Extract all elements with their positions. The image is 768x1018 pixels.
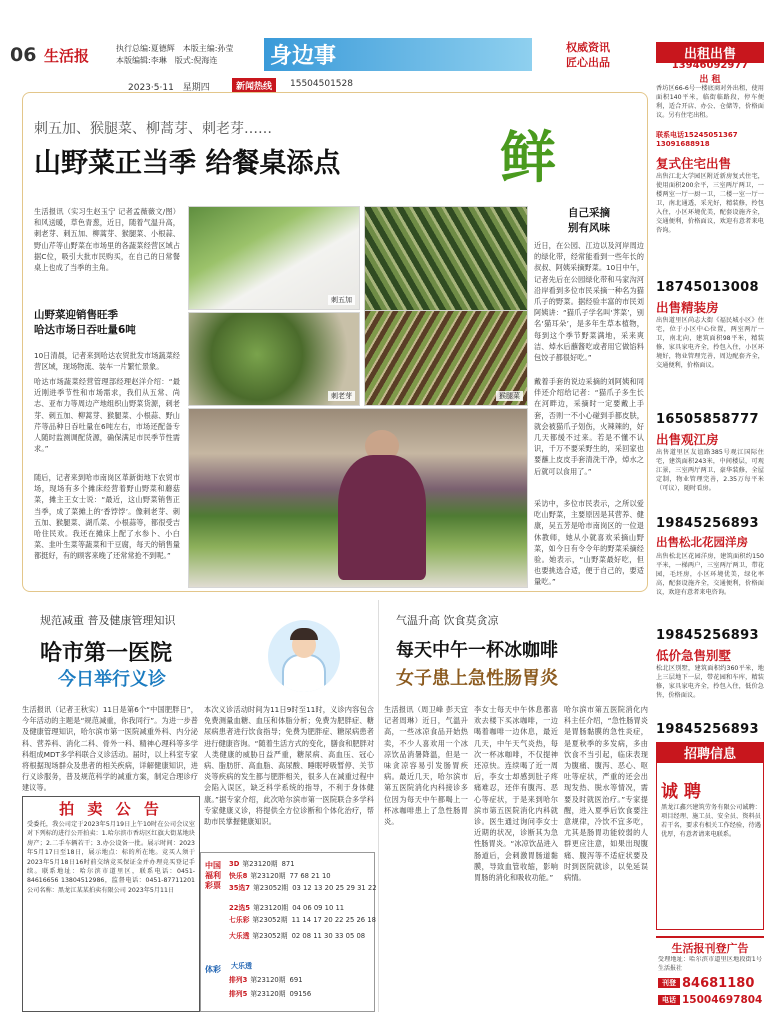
feature-headline: 山野菜正当季 给餐桌添点 xyxy=(34,148,341,179)
doctor-coat xyxy=(282,654,326,692)
lottery-issue: 第23120期 xyxy=(250,990,286,998)
classified-phone: 19845256893 xyxy=(656,722,759,737)
classified-phone: 19845256893 xyxy=(656,516,759,531)
advertising-label: 刊登 xyxy=(658,978,680,988)
lottery-results xyxy=(200,852,375,1012)
lottery-issue: 第23120期 xyxy=(250,976,286,984)
newspaper-brand: 生活报 xyxy=(44,47,90,65)
lottery-row xyxy=(229,883,377,893)
sports-lottery-logo: 体彩 xyxy=(205,965,221,974)
classified-title: 复式住宅出售 xyxy=(656,156,732,171)
feature-subhead-2-line-1: 自己采摘 xyxy=(568,207,610,219)
advertising-address: 受理地址：哈尔滨市道里区地段街1号生活报社 xyxy=(658,956,762,972)
article-subtitle: 今日举行义诊 xyxy=(58,669,166,690)
lottery-issue: 第23052期 xyxy=(252,916,288,924)
lottery-game-name: 大乐透 xyxy=(229,932,250,940)
lottery-game-name: 3D xyxy=(229,860,240,868)
auction-notice-body: 受委托，我公司定于2023年5月19日上午10时在公司会议室对下列标的进行公开拍卖：1.哈尔滨市香坊区红旗大街某地块房产；2.二手车辆若干；3.办公设备一批。展示时间：2023年5月17日至18日，展示地点：标的所在地。竞买人须于2023年5月18日16时前交纳竞买保证金并办理竞买登记手续。联系地址：哈尔滨市道里区，联系电话：0451-84616656 13804512986，监督电话：0451-87711201 公司名称：黑龙江某某拍卖有限公司 2023年5月11日 xyxy=(27,821,195,894)
photo-caption: 刺老芽 xyxy=(328,391,355,401)
classified-body: 松北区别墅，建筑面积约360平米，地上三层地下一层，带花园和车库，精装修，家具家电齐全，拎包入住，低价急售，价格面议。 xyxy=(656,665,764,699)
feature-subhead-1-line-1: 山野菜迎销售旺季 xyxy=(34,309,118,321)
article-section-label: 规范减重 普及健康管理知识 xyxy=(40,614,176,627)
section-title: 身边事 xyxy=(270,43,337,69)
feature-subhead-2 xyxy=(534,206,644,236)
lottery-numbers: 02 08 11 30 33 05 08 xyxy=(291,932,366,940)
photo-caption: 刺五加 xyxy=(328,295,355,305)
hotline-label: 新闻热线 xyxy=(232,78,276,93)
photo-market-vendor xyxy=(188,408,528,588)
vendor-figure xyxy=(338,455,426,580)
advertising-phone: 15004697804 xyxy=(682,994,763,1006)
lottery-game-name: 35选7 xyxy=(229,884,250,892)
lottery-numbers: 11 14 17 20 22 25 26 18 xyxy=(291,916,376,924)
feature-subhead-1 xyxy=(34,308,184,338)
lottery-numbers: 03 12 13 20 25 29 31 22 xyxy=(292,884,377,892)
lottery-row xyxy=(229,859,295,869)
lottery-row xyxy=(229,975,303,985)
classified-title: 出售观江房 xyxy=(656,432,719,447)
lottery-game-name: 22选5 xyxy=(229,904,250,912)
article-title: 哈市第一医院 xyxy=(40,640,173,666)
recruit-ad xyxy=(656,760,764,930)
feature-paragraph: 10日清晨，记者来到哈达农贸批发市场蔬菜经营区域，现场物流、装车一片繁忙景象。 xyxy=(34,351,180,372)
classified-phone: 19845256893 xyxy=(656,628,759,643)
recruit-heading: 诚 聘 xyxy=(661,782,701,802)
slogan-line-2: 匠心出品 xyxy=(566,56,610,69)
lottery-issue: 第23052期 xyxy=(253,884,289,892)
photo-caption: 猴腿菜 xyxy=(496,391,523,401)
doctor-hair xyxy=(290,628,318,640)
feature-lead: 生活报讯（实习生赵玉宁 记者孟薇薇文/图）和风送暖，草色青葱，近日，随着气温升高，刺老芽、刺五加、柳蒿芽、猴腿菜、小根蒜、野山芹等山野菜在市场里的各蔬菜经营区域占据C位，吸引大批市民购买，在自己的日常餐桌上也成了当季的主角。 xyxy=(34,207,180,273)
classified-body: 出售道里区友谊路385号观江国际住宅，建筑面积243米，中间楼层，可观江景，三室两厅两卫，豪华装修，全屋定制，物业管理完善，2.35万每平米（可议），随时看房。 xyxy=(656,449,764,492)
feature-headline-accent: 鲜 xyxy=(500,125,556,191)
page-number: 06 xyxy=(10,44,37,66)
lottery-issue: 第23120期 xyxy=(250,872,286,880)
advertising-phone: 84681180 xyxy=(682,976,755,991)
lottery-issue: 第23052期 xyxy=(252,932,288,940)
lottery-game-name: 排列5 xyxy=(229,990,248,998)
lottery-numbers: 77 68 21 10 xyxy=(289,872,331,880)
recruit-title: 招聘信息 xyxy=(656,742,764,763)
classified-title: 低价急售别墅 xyxy=(656,648,732,663)
feature-paragraph: 采访中，多位市民表示，之所以爱吃山野菜，主要原因是其营养、健康，吴五芳是哈市南岗区的一位退休教师，她从小就喜欢采摘山野菜，如今日有令令年的野菜采摘经验。她表示，“山野菜最好吃，但也要挑选合适，便于自己的，要适量吃。” xyxy=(534,499,644,586)
classified-title: 出租出售 xyxy=(656,42,764,63)
doctor-illustration xyxy=(268,620,340,692)
lottery-numbers: 871 xyxy=(281,860,295,868)
lottery-game-name: 排列3 xyxy=(229,976,248,984)
daletou-label: 大乐透 xyxy=(231,962,252,970)
editor-credits xyxy=(116,43,233,67)
classified-contact: 联系电话15245051367 13091688918 xyxy=(656,131,738,148)
advertising-title: 生活报刊登广告 xyxy=(671,942,749,955)
classifieds-column xyxy=(656,36,764,1012)
classified-phone: 13946092977 xyxy=(671,60,749,71)
recruit-body: 黑龙江鑫兴建筑劳务有限公司诚聘：项目经理、施工员、安全员、资料员若干名，要求有相关工作经验，待遇优厚，有意者请来电联系。 xyxy=(661,804,761,838)
lottery-issue: 第23120期 xyxy=(253,904,289,912)
slogan-line-1: 权威资讯 xyxy=(566,41,610,54)
lottery-game-name: 快乐8 xyxy=(229,872,248,880)
classified-title: 出售精装房 xyxy=(656,300,719,315)
lottery-row xyxy=(229,931,365,941)
article-paragraph: 生活报讯（记者王秋实）11日是第6个“中国肥胖日”，今年活动的主题是“规范减重，你我同行”。为进一步普及健康管理知识，哈尔滨市第一医院减重外科、内分泌科、营养科、消化二科、骨外一科、精神心理科等多学科组成MDT多学科联合义诊活动。届时，以上科室专家将根据现场群众及患者的相关疾病，详解健康知识，进行义诊服务，普及规范科学的减重方案，制定合理诊疗建议等。 xyxy=(22,705,198,792)
classified-body: 出售道里区尚志大街《福民城小区》住宅，位于小区中心位置，两室两厅一卫，南北向，建筑面积98平米，精装修，家具家电齐全，拎包入住，小区环境好，物业管理完善，周边配套齐全，交通便利，价格面议。 xyxy=(656,317,764,369)
lottery-row xyxy=(229,915,376,925)
lottery-numbers: 691 xyxy=(289,976,303,984)
photo-ciwujia xyxy=(188,206,360,310)
article-paragraph: 哈尔滨市第五医院消化内科主任介绍，“急性肠胃炎是胃肠黏膜的急性炎症，是夏秋季的多发病，多由饮食不当引起，临床表现为腹痛、腹泻、恶心、呕吐等症状，严重的还会出现发热、脱水等情况，需要及时就医治疗。”专家提醒，进入夏季后饮食要注意规律，冷饮不宜多吃，尤其是肠胃功能较弱的人群更应注意，如果出现腹痛、腹泻等不适症状要及时到医院就诊，以免延误病情。 xyxy=(564,705,648,883)
article-paragraph: 李女士每天中午休息都喜欢去楼下买冰咖啡，一边喝着咖啡一边休息，最近几天，中午天气炎热，每次一杯冰咖啡，不仅提神还凉快。连续喝了近一周后，李女士却感到肚子疼痛难忍，还伴有腹泻、恶心等症状，于是来到哈尔滨市第五医院消化内科就诊。医生通过询问李女士近期的状况，诊断其为急性肠胃炎。“冰凉饮品进入肠道后，会刺激胃肠道黏膜，导致血管收缩，影响胃肠的消化和吸收功能。” xyxy=(474,705,558,883)
advertising-label: 电话 xyxy=(658,995,680,1005)
classified-body: 出售松北区花园洋房，建筑面积约150平米，一梯两户，三室两厅两卫，带花园，毛坯房，小区环境优美，绿化率高，配套设施齐全，交通便利，价格面议，欢迎有意者来电咨询。 xyxy=(656,553,764,596)
feature-subhead-1-line-2: 哈达市场日吞吐量6吨 xyxy=(34,324,136,336)
lottery-numbers: 09156 xyxy=(289,990,312,998)
editor-line-2: 本版编辑:李琳 版式:倪海连 xyxy=(116,56,218,65)
feature-paragraph: 戴着手套的说边采摘的刘阿姨和同伴还介绍给记者：“猫爪子多生长在河畔边，采摘时一定要戴上手套，否则一不小心碰到手都皮肤，就会被猫爪子划伤，火辣辣的，好几天都缓不过来。若是不懂不认识，千万不要采野生的，采回家也要蘸上皮皮手套清洗干净，焯水之后就可以食用了。” xyxy=(534,377,644,476)
classified-phone: 16505858777 xyxy=(656,412,759,427)
lottery-row xyxy=(229,871,331,881)
article-subtitle: 女子患上急性肠胃炎 xyxy=(396,668,558,689)
editor-line-1: 执行总编:夏德辉 本版主编:孙莹 xyxy=(116,44,234,53)
lottery-row xyxy=(229,989,311,999)
article-paragraph: 生活报讯（周卫峰 彭天宜 记者周琳）近日，气温升高，一些冰凉食品开始热卖，不少人喜欢用一个冰凉饮品消暑降温，但是一味贪凉容易引发肠胃疾病。最近几天，哈尔滨市第五医院消化内科接诊多位因为每天中午都喝上一杯冰咖啡患上了急性肠胃炎。 xyxy=(384,705,468,827)
article-section-label: 气温升高 饮食莫贪凉 xyxy=(396,614,499,627)
column-divider xyxy=(378,600,379,1012)
hotline-number: 15504501528 xyxy=(290,79,353,89)
photo-cilaoya xyxy=(188,312,360,406)
classified-title: 出售松北花园洋房 xyxy=(656,535,748,549)
classified-body: 香坊区66-6号一楼底商对外出租，使用面积140平米，临街临路段，停车便利，适合开店、办公、仓储等，价格面议。另有住宅出租。 xyxy=(656,85,764,119)
feature-kicker: 刺五加、猴腿菜、柳蒿芽、刺老芽…… xyxy=(34,121,272,137)
feature-paragraph: 随后，记者来到哈市南岗区革新街地下农贸市场，现场有多个摊床经营着野山野菜和蘑菇菜，摊主王女士说：“最近，这山野菜销售正当季，成了菜摊上的‘香饽饽’。像刺老芽、刺五加、猴腿菜、湖爪菜、小根蒜等，都很受吉哈住民欢。我还在摊床上配了水参卜、小白菜、韭叶生菜等蔬菜和干豆腐，每天的销售量都挺好，有的顾客来晚了还常常抢不到呢。” xyxy=(34,473,180,561)
lottery-numbers: 04 06 09 10 11 xyxy=(292,904,345,912)
slogan xyxy=(566,40,610,70)
classified-body: 出售江北大学园区附近新房复式住宅，使用面积200余平，三室两厅两卫，一楼两室一厅一厨一卫，二楼一室一厅一卫，南北通透，采光好，精装修，拎包入住，小区环境优美，配套设施齐全，交通便利，价格面议，欢迎有意者来电咨询。 xyxy=(656,173,764,234)
lottery-row xyxy=(229,903,344,913)
lottery-game-name: 七乐彩 xyxy=(229,916,250,924)
feature-paragraph: 哈达市场蔬菜经营管理部经理赵洋介绍：“最近刚进季节性和市场需求，我们从五常、尚志、亚布力等周边产地组织山野菜货源，刺老芽、刺五加、柳蒿芽、猴腿菜、小根蒜、野山芹等品种日吞吐量在6吨左右，市场还配备专人随时监测调配货源，确保满足市民季节性需求。” xyxy=(34,377,180,454)
feature-subhead-2-line-2: 别有风味 xyxy=(568,222,610,234)
article-paragraph: 本次义诊活动时间为11日9时至11时，义诊内容包含免费测量血糖、血压和体脂分析；免费为肥胖症、糖尿病患者进行饮食指导；免费为肥胖症、糖尿病患者进行健康咨询。“随着生活方式的变化，膳食和肥胖对人类健康的威胁日益严重，糖尿病、高血压、冠心病、脂肪肝、高血脂、高尿酸、睡眠呼吸暂停、关节炎等疾病的发生都与肥胖相关，很多人在减重过程中会陷入误区，缺乏科学系统的指导，不利于身体健康。”据专家介绍，此次哈尔滨市第一医院联合多学科专家健康义诊，将提供全方位诊断和个体化治疗，帮助市民掌握健康知识。 xyxy=(204,705,374,827)
classified-subtitle: 出 租 xyxy=(699,75,721,85)
feature-paragraph: 近日，在公园、江边以及河岸周边的绿化带，经常能看到一些年长的叔叔、阿姨采摘野菜。10日中午，记者先后在公园绿化带和马家沟河沿岸看到多位市民采摘一种名为猫爪子的野菜。据经验丰富的市民刘阿姨讲：“猫爪子学名叫‘荠菜’，别名‘猫耳朵’，是多年生草本植物，每到这个季节野菜满地，采来爽洁、焯水后蘸酱吃或者用它做馅料包饺子都很好吃。” xyxy=(534,241,644,363)
issue-date: 2023·5·11 星期四 xyxy=(128,83,210,93)
welfare-lottery-logo: 中国福利彩票 xyxy=(205,861,221,890)
advertising-box xyxy=(656,936,764,1012)
lottery-issue: 第23120期 xyxy=(242,860,278,868)
classified-phone: 18745013008 xyxy=(656,280,759,295)
auction-notice-title: 拍 卖 公 告 xyxy=(59,800,163,818)
article-title: 每天中午一杯冰咖啡 xyxy=(396,640,558,661)
photo-houtuicai xyxy=(364,310,528,406)
